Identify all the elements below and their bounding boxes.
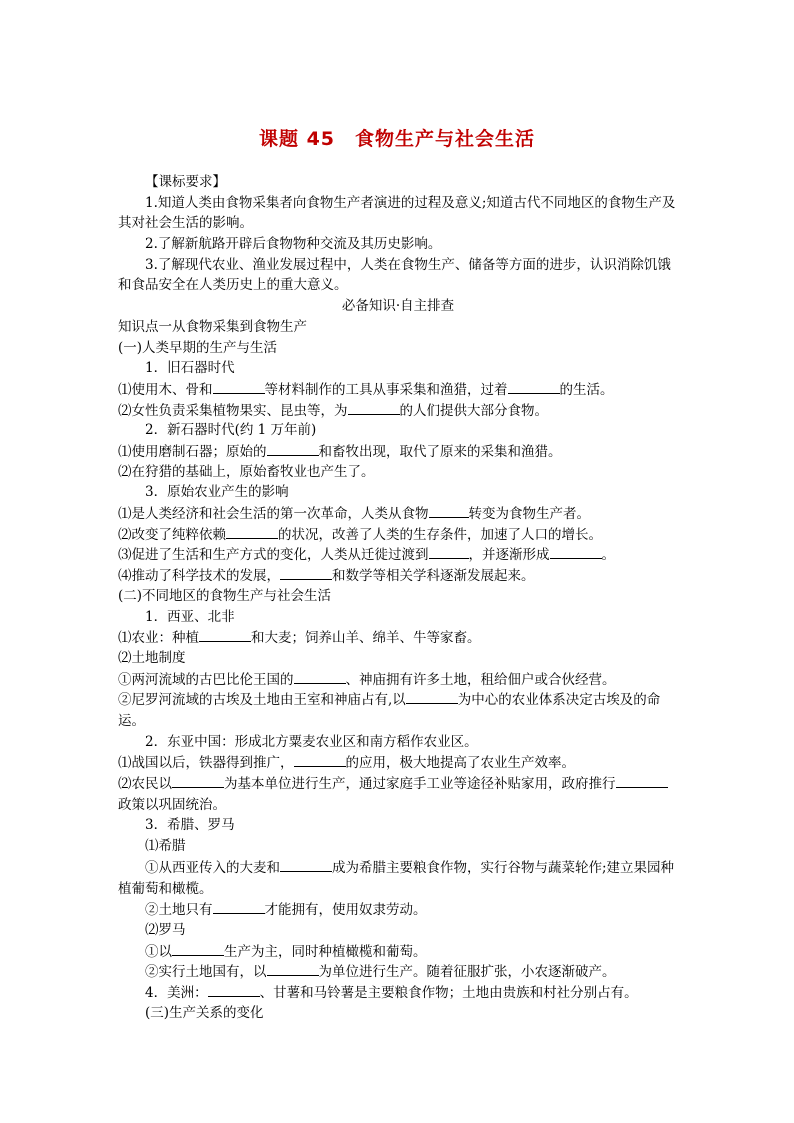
answer-blank[interactable]: [429, 544, 469, 559]
answer-blank[interactable]: [294, 752, 346, 767]
fill-in-item: ②尼罗河流域的古埃及土地由王室和神庙占有,以 为中心的农业体系决定古埃及的命运。: [118, 689, 678, 731]
text-item: ⑴希腊: [145, 838, 186, 855]
page-title: 课题 45 食物生产与社会生活: [258, 128, 536, 150]
fill-in-item: ⑵女性负责采集植物果实、昆虫等，为 的人们提供大部分食物。: [118, 400, 678, 421]
section-heading: (二)不同地区的食物生产与社会生活: [118, 587, 332, 604]
answer-blank[interactable]: [226, 524, 278, 539]
answer-blank[interactable]: [172, 773, 224, 788]
fill-in-item: ⑴战国以后，铁器得到推广， 的应用，极大地提高了农业生产效率。: [118, 752, 678, 773]
fill-in-item: ⑴使用磨制石器；原始的 和畜牧出现，取代了原来的采集和渔猎。: [118, 441, 678, 462]
fill-in-item: ⑴是人类经济和社会生活的第一次革命，人类从食物 转变为食物生产者。: [118, 503, 678, 524]
fill-in-item: ⑷推动了科学技术的发展， 和数学等相关学科逐渐发展起来。: [118, 565, 678, 586]
answer-blank[interactable]: [406, 689, 458, 704]
answer-blank[interactable]: [280, 857, 332, 872]
answer-blank[interactable]: [348, 400, 400, 415]
fill-in-item: ①从西亚传入的大麦和 成为希腊主要粮食作物，实行谷物与蔬菜轮作;建立果园种植葡萄和橄榄。: [118, 857, 678, 899]
subsection-heading: 1．西亚、北非: [145, 608, 235, 625]
fill-in-item: ②土地只有 才能拥有，使用奴隶劳动。: [118, 899, 678, 920]
requirement-item: 2.了解新航路开辟后食物物种交流及其历史影响。: [145, 236, 442, 253]
fill-in-item: ②实行土地国有，以 为单位进行生产。随着征服扩张，小农逐渐破产。: [118, 961, 678, 982]
answer-blank[interactable]: [208, 982, 260, 997]
answer-blank[interactable]: [199, 627, 251, 642]
knowledge-point-title: 知识点一从食物采集到食物生产: [118, 318, 307, 335]
subsection-heading: 2．新石器时代(约 1 万年前): [145, 422, 317, 439]
answer-blank[interactable]: [213, 379, 265, 394]
section-header: 【课标要求】: [145, 174, 226, 190]
subsection-heading: 2．东亚中国：形成北方粟麦农业区和南方稻作农业区。: [145, 733, 478, 750]
document-body: [118, 172, 678, 1023]
answer-blank[interactable]: [429, 503, 469, 518]
fill-in-item: ⑵农民以 为基本单位进行生产，通过家庭手工业等途径补贴家用，政府推行政策以巩固统治。: [118, 773, 678, 815]
requirement-item: 3.了解现代农业、渔业发展过程中，人类在食物生产、储备等方面的进步，认识消除饥饿和食品安全在人类历史上的重大意义。: [118, 256, 671, 294]
subsection-heading: 3．原始农业产生的影响: [145, 484, 289, 501]
section-subtitle: 必备知识·自主排查: [341, 298, 455, 315]
subsection-heading: 3．希腊、罗马: [145, 817, 235, 834]
text-item: ⑵罗马: [145, 921, 186, 938]
fill-in-item: ①两河流域的古巴比伦王国的 、神庙拥有许多土地，租给佃户或合伙经营。: [118, 669, 678, 690]
text-item: ⑵土地制度: [118, 649, 186, 666]
answer-blank[interactable]: [550, 544, 602, 559]
answer-blank[interactable]: [616, 773, 668, 788]
subsection-heading: 1．旧石器时代: [145, 360, 235, 377]
fill-in-item: ⑶促进了生活和生产方式的变化，人类从迁徙过渡到 ，并逐渐形成 。: [118, 544, 678, 565]
answer-blank[interactable]: [294, 669, 346, 684]
fill-in-item: 4．美洲： 、甘薯和马铃薯是主要粮食作物；土地由贵族和村社分别占有。: [118, 982, 678, 1003]
section-heading: (三)生产关系的变化: [145, 1004, 264, 1021]
requirement-item: 1.知道人类由食物采集者向食物生产者演进的过程及意义;知道古代不同地区的食物生产及其对社会生活的影响。: [118, 194, 676, 232]
answer-blank[interactable]: [172, 941, 224, 956]
section-heading: (一)人类早期的生产与生活: [118, 339, 278, 356]
answer-blank[interactable]: [267, 441, 319, 456]
answer-blank[interactable]: [508, 379, 560, 394]
fill-in-item: ⑴农业：种植 和大麦；饲养山羊、绵羊、牛等家畜。: [118, 627, 678, 648]
fill-in-item: ⑴使用木、骨和 等材料制作的工具从事采集和渔猎，过着 的生活。: [118, 379, 678, 400]
fill-in-item: ①以 生产为主，同时种植橄榄和葡萄。: [118, 941, 678, 962]
answer-blank[interactable]: [280, 565, 332, 580]
fill-in-item: ⑵改变了纯粹依赖 的状况，改善了人类的生存条件，加速了人口的增长。: [118, 524, 678, 545]
answer-blank[interactable]: [267, 961, 319, 976]
text-item: ⑵在狩猎的基础上，原始畜牧业也产生了。: [118, 463, 375, 480]
answer-blank[interactable]: [213, 899, 265, 914]
